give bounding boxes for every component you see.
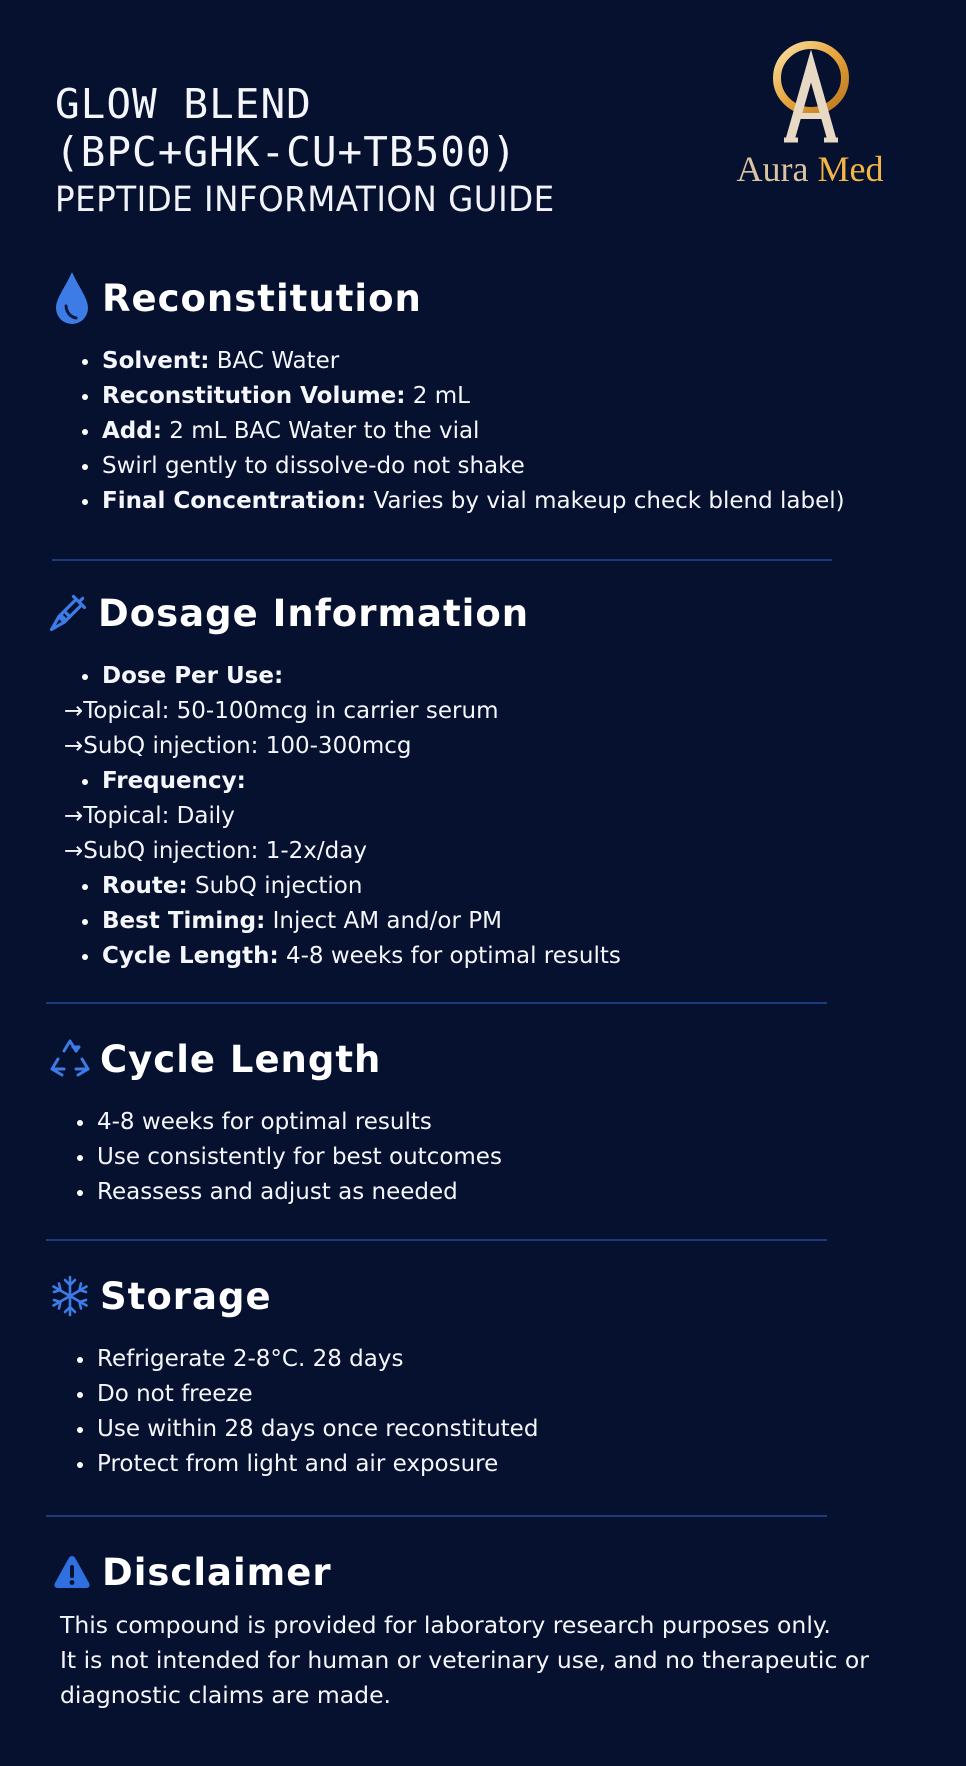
storage-list [75, 1342, 538, 1482]
reconstitution-header [50, 273, 422, 323]
droplet-icon [50, 276, 94, 320]
cycle-list [75, 1105, 502, 1210]
auramed-logo-mark [710, 38, 910, 148]
snowflake-icon [48, 1274, 92, 1318]
list-item: Use within 28 days once reconstituted [75, 1412, 538, 1447]
disclaimer-title: Disclaimer [102, 1550, 332, 1594]
section-divider [46, 1239, 827, 1241]
list-item [80, 659, 621, 694]
item-text: Swirl gently to dissolve-do not shake [102, 453, 525, 479]
timing-label: Best Timing: [102, 908, 266, 934]
dosage-list [64, 659, 621, 974]
reconstitution-list [80, 344, 845, 519]
item-text: 2 mL BAC Water to the vial [161, 418, 480, 444]
list-item [80, 379, 845, 414]
logo-word-med: Med [817, 149, 884, 189]
item-text: 2 mL [405, 383, 470, 409]
auramed-logo [710, 38, 910, 188]
recycle-icon [48, 1037, 92, 1081]
logo-word-aura: Aura [736, 149, 809, 189]
item-label: Solvent: [102, 348, 210, 374]
list-item: Protect from light and air exposure [75, 1447, 538, 1482]
item-label: Final Concentration: [102, 488, 367, 514]
route-text: SubQ injection [187, 873, 363, 899]
cycle-title: Cycle Length [100, 1037, 382, 1081]
page-subtitle: PEPTIDE INFORMATION GUIDE [55, 180, 555, 220]
timing-text: Inject AM and/or PM [265, 908, 502, 934]
item-label: Add: [102, 418, 162, 444]
list-item [80, 764, 621, 799]
list-subitem: →Topical: Daily [64, 803, 235, 829]
cycle-text: 4-8 weeks for optimal results [278, 943, 621, 969]
list-subitem: →Topical: 50-100mcg in carrier serum [64, 698, 499, 724]
list-item [80, 484, 845, 519]
list-subitem: →SubQ injection: 100-300mcg [64, 733, 412, 759]
section-divider [46, 1002, 827, 1004]
disclaimer-line-3: diagnostic claims are made. [60, 1681, 392, 1709]
syringe-icon [46, 591, 90, 635]
route-label: Route: [102, 873, 188, 899]
list-item [80, 939, 621, 974]
list-item [80, 449, 845, 484]
disclaimer-text [60, 1608, 940, 1713]
dosage-title: Dosage Information [98, 591, 530, 635]
list-item [80, 869, 621, 904]
list-item [80, 344, 845, 379]
page-title-line-1: GLOW BLEND [55, 80, 312, 128]
disclaimer-line-1: This compound is provided for laboratory research purposes only. [60, 1611, 831, 1639]
dose-label: Dose Per Use: [102, 663, 284, 689]
cycle-label: Cycle Length: [102, 943, 279, 969]
disclaimer-line-2: It is not intended for human or veterinary use, and no therapeutic or [60, 1646, 869, 1674]
list-item: 4-8 weeks for optimal results [75, 1105, 502, 1140]
frequency-label: Frequency: [102, 768, 246, 794]
disclaimer-header [50, 1547, 332, 1597]
logo-wordmark [710, 148, 910, 190]
list-subitem: →SubQ injection: 1-2x/day [64, 838, 367, 864]
list-item: Reassess and adjust as needed [75, 1175, 502, 1210]
list-item: Use consistently for best outcomes [75, 1140, 502, 1175]
page-header [55, 80, 592, 224]
reconstitution-title: Reconstitution [102, 276, 422, 320]
list-item: Do not freeze [75, 1377, 538, 1412]
page-title-line-2: (BPC+GHK-CU+TB500) [55, 128, 518, 176]
storage-header [48, 1271, 272, 1321]
section-divider [52, 559, 832, 561]
item-label: Reconstitution Volume: [102, 383, 406, 409]
list-item: Refrigerate 2-8°C. 28 days [75, 1342, 538, 1377]
item-text: BAC Water [209, 348, 340, 374]
storage-title: Storage [100, 1274, 272, 1318]
warning-icon [50, 1550, 94, 1594]
section-divider [46, 1515, 827, 1517]
dosage-header [46, 588, 529, 638]
item-text: Varies by vial makeup check blend label) [366, 488, 845, 514]
cycle-header [48, 1034, 381, 1084]
list-item [80, 414, 845, 449]
list-item [80, 904, 621, 939]
